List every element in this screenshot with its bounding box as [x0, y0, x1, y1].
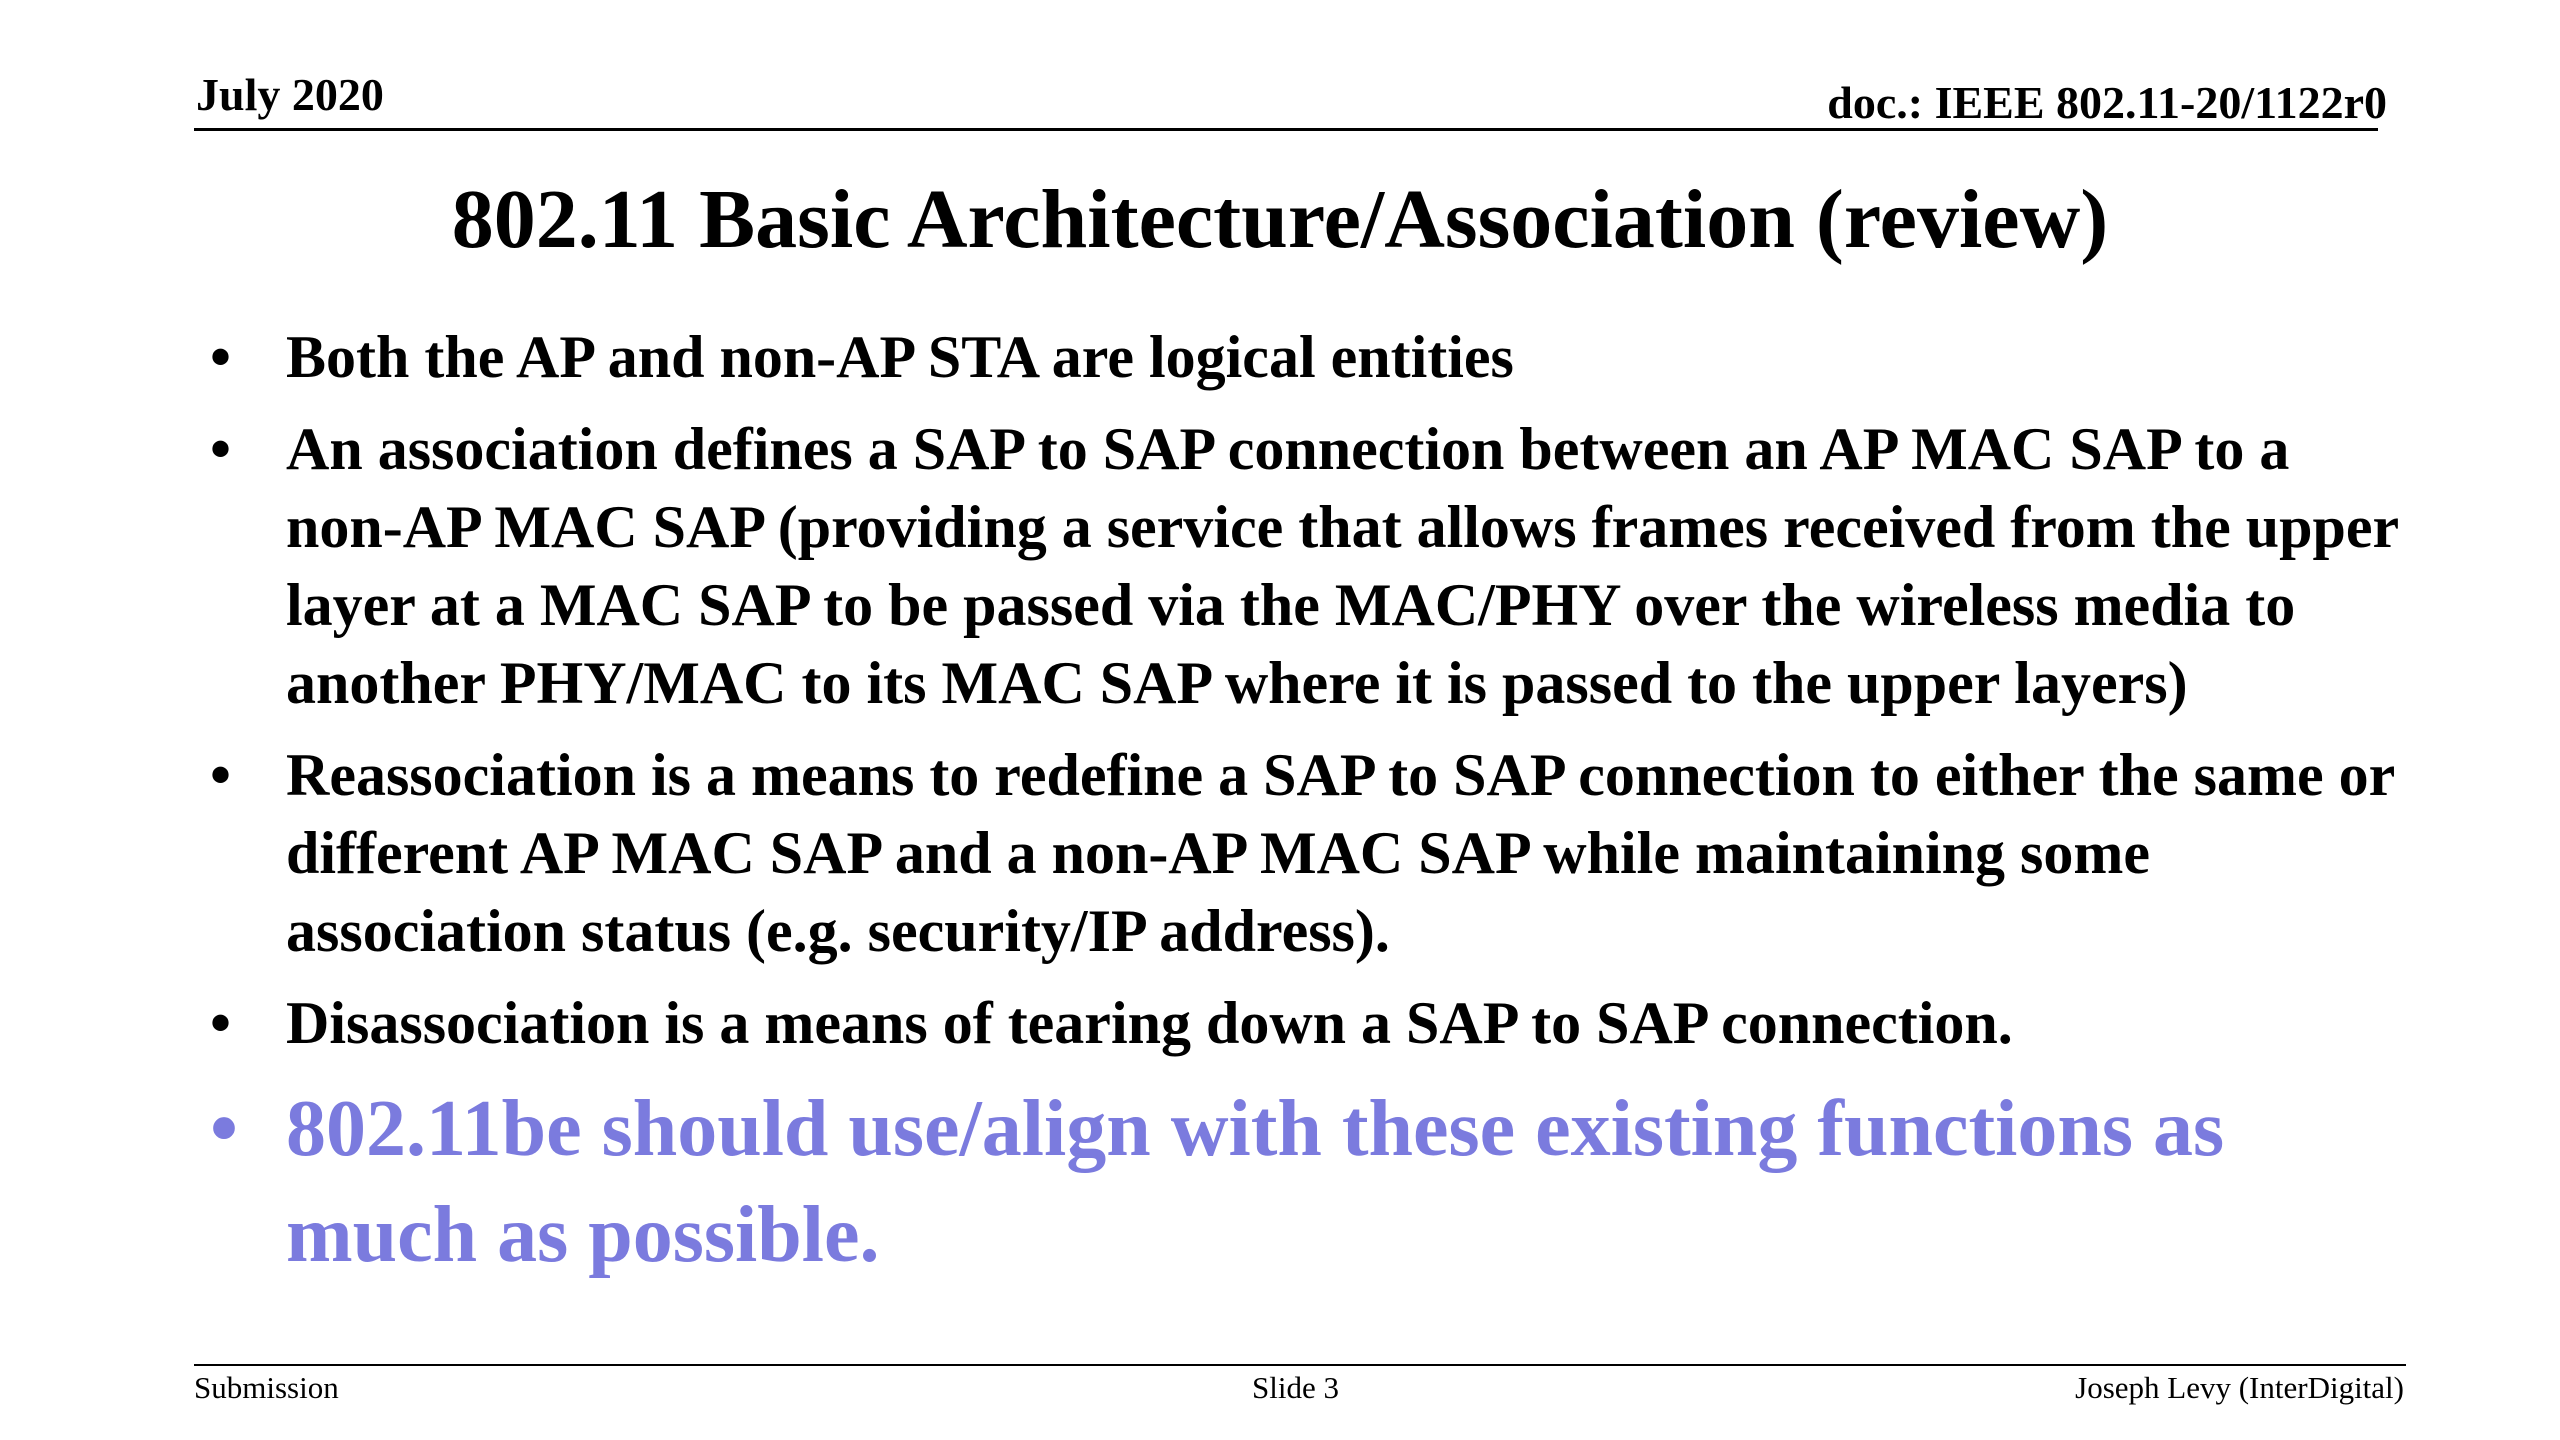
header-divider	[194, 128, 2378, 131]
bullet-item-highlight	[210, 1076, 2410, 1288]
bullet-item	[210, 736, 2410, 970]
footer-divider	[194, 1364, 2406, 1366]
bullet-marker: •	[210, 990, 232, 1056]
footer-author: Joseph Levy (InterDigital)	[2075, 1370, 2404, 1405]
bullet-item	[210, 410, 2410, 722]
bullet-item	[210, 984, 2410, 1062]
bullet-marker: •	[210, 416, 232, 482]
bullet-text: Reassociation is a means to redefine a SAP to SAP connection to either the same or different AP MAC SAP and a non-AP MAC SAP while maintaining some association status (e.g. security/IP address).	[286, 742, 2395, 964]
bullet-marker: •	[210, 1085, 239, 1173]
footer-submission: Submission	[194, 1370, 339, 1405]
bullet-item	[210, 318, 2410, 396]
bullet-marker: •	[210, 324, 232, 390]
bullet-list	[210, 318, 2410, 1302]
bullet-text: An association defines a SAP to SAP connection between an AP MAC SAP to a non-AP MAC SAP (providing a service that allows frames received from the upper layer at a MAC SAP to be passed via the MAC/PHY over the wireless media to another PHY/MAC to its MAC SAP where it is passed to the upper layers)	[286, 416, 2399, 716]
slide-title: 802.11 Basic Architecture/Association (review)	[451, 173, 2109, 266]
bullet-text: Disassociation is a means of tearing down a SAP to SAP connection.	[286, 990, 2013, 1056]
bullet-text-highlight: 802.11be should use/align with these existing functions as much as possible.	[286, 1085, 2225, 1279]
bullet-text: Both the AP and non-AP STA are logical entities	[286, 324, 1514, 390]
header-doc-id: doc.: IEEE 802.11-20/1122r0	[1827, 77, 2387, 128]
header-date: July 2020	[196, 69, 384, 120]
bullet-marker: •	[210, 742, 232, 808]
footer-slide-number: Slide 3	[1252, 1370, 1339, 1405]
